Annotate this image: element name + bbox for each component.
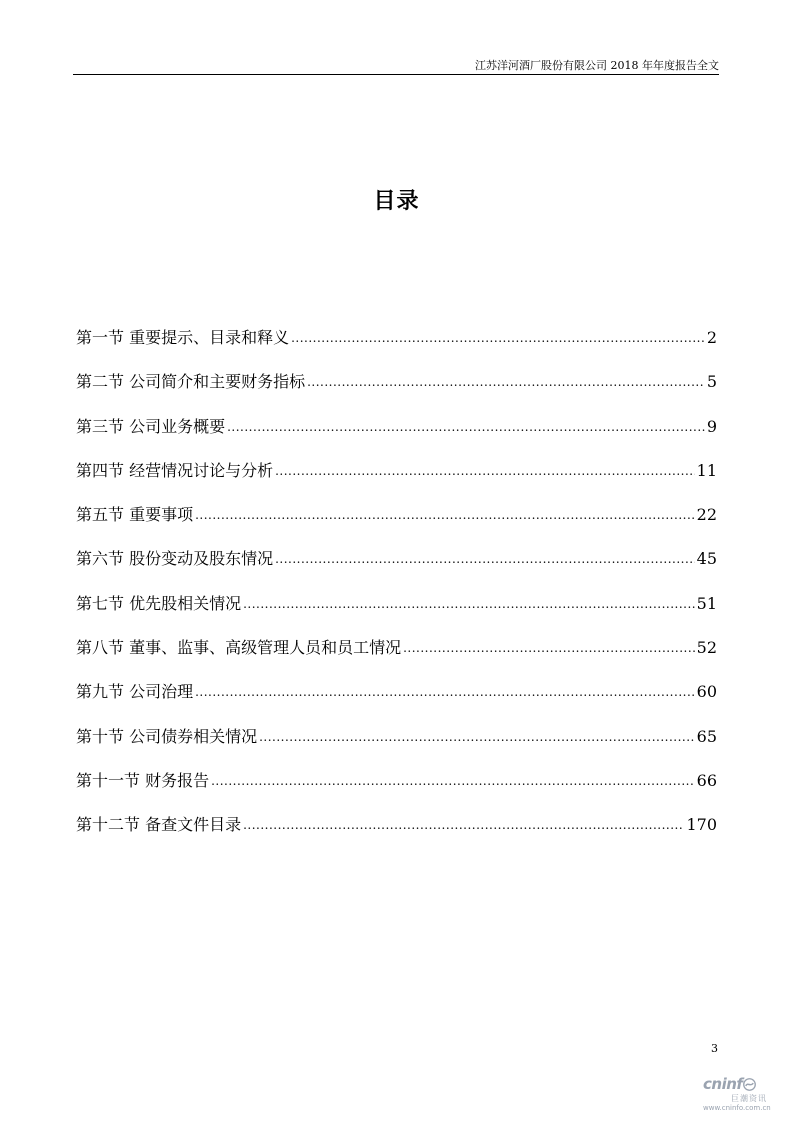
toc-entry-page: 45 [696,549,717,569]
toc-dot-leader [403,636,695,660]
toc-entry-label: 第九节 公司治理 [76,682,194,702]
toc-entry-label: 第十二节 备查文件目录 [76,815,242,835]
toc-entry[interactable] [76,459,717,503]
watermark-brand: cninf [703,1075,743,1093]
toc-entry[interactable] [76,725,717,769]
cninfo-watermark [703,1074,771,1114]
toc-dot-leader [243,592,695,616]
toc-dot-leader [259,725,695,749]
toc-entry-page: 52 [696,638,717,658]
toc-entry[interactable] [76,680,717,724]
page-number: 3 [711,1042,718,1055]
toc-entry-label: 第二节 公司简介和主要财务指标 [76,372,306,392]
toc-entry[interactable] [76,592,717,636]
toc-dot-leader [195,680,695,704]
toc-entry-page: 170 [686,815,717,835]
document-header: 江苏洋河酒厂股份有限公司 2018 年年度报告全文 [475,59,719,72]
cninfo-logo-icon [743,1078,756,1091]
toc-entry-label: 第五节 重要事项 [76,505,194,525]
header-divider [73,74,719,75]
watermark-chinese: 巨潮资讯 [731,1094,767,1103]
toc-entry-page: 22 [696,505,717,525]
toc-dot-leader [243,813,684,837]
toc-entry-label: 第十节 公司债券相关情况 [76,726,258,746]
toc-entry[interactable] [76,503,717,547]
toc-entry[interactable] [76,636,717,680]
toc-entry[interactable] [76,769,717,813]
toc-entry[interactable] [76,326,717,370]
toc-entry-label: 第六节 股份变动及股东情况 [76,549,274,569]
toc-dot-leader [275,547,695,571]
toc-entry-page: 66 [696,770,717,790]
toc-entry-page: 11 [696,460,717,480]
toc-dot-leader [227,415,705,439]
toc-entry-page: 60 [696,682,717,702]
toc-entry-label: 第四节 经营情况讨论与分析 [76,460,274,480]
toc-dot-leader [291,326,705,350]
table-of-contents [76,326,717,858]
watermark-url: www.cninfo.com.cn [703,1104,771,1112]
toc-entry[interactable] [76,370,717,414]
toc-entry-label: 第八节 董事、监事、高级管理人员和员工情况 [76,638,402,658]
toc-entry-label: 第十一节 财务报告 [76,770,210,790]
page-title: 目录 [373,189,420,214]
toc-entry-label: 第七节 优先股相关情况 [76,593,242,613]
toc-dot-leader [275,459,695,483]
toc-entry-page: 51 [696,593,717,613]
toc-entry-label: 第三节 公司业务概要 [76,416,226,436]
toc-entry-page: 5 [706,372,717,392]
toc-entry[interactable] [76,813,717,857]
toc-entry-page: 9 [706,416,717,436]
toc-dot-leader [211,769,695,793]
toc-entry[interactable] [76,547,717,591]
toc-dot-leader [195,503,695,527]
toc-entry-page: 65 [696,726,717,746]
toc-entry[interactable] [76,415,717,459]
toc-dot-leader [307,370,705,394]
toc-entry-page: 2 [706,328,717,347]
toc-entry-label: 第一节 重要提示、目录和释义 [76,328,290,347]
